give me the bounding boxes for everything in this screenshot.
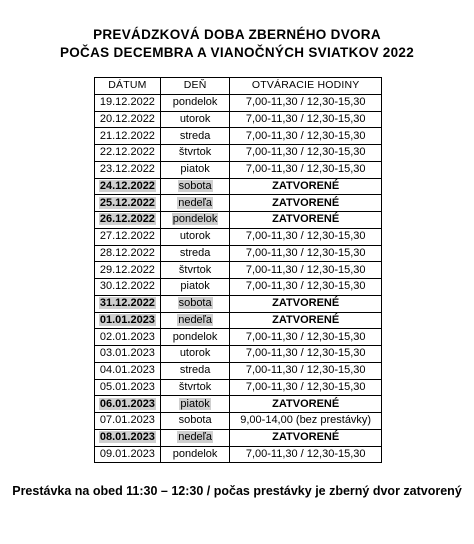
date-cell [95,396,161,413]
table-row-closed [95,178,382,195]
date-text: 20.12.2022 [99,112,155,125]
table-row [95,413,382,430]
day-text: nedeľa [178,313,212,326]
day-cell [160,329,230,346]
title-line-2: POČAS DECEMBRA A VIANOČNÝCH SVIATKOV 2022 [59,45,415,60]
closed-label: ZATVORENÉ [230,195,382,212]
date-text: 05.01.2023 [99,380,155,393]
closed-label: ZATVORENÉ [230,178,382,195]
date-text: 26.12.2022 [99,213,155,226]
date-cell [95,94,161,111]
day-text: sobota [178,179,212,192]
lunch-break-note: Prestávka na obed 11:30 – 12:30 / počas prestávky je zberný dvor zatvorený [12,484,462,498]
date-cell [95,362,161,379]
day-cell [160,161,230,178]
day-text: nedeľa [178,196,212,209]
table-row [95,446,382,463]
schedule-table [94,77,382,463]
date-text: 24.12.2022 [99,179,155,192]
date-cell [95,346,161,363]
opening-hours-cell: 7,00-11,30 / 12,30-15,30 [230,145,382,162]
opening-hours-cell: 7,00-11,30 / 12,30-15,30 [230,228,382,245]
day-cell [160,94,230,111]
day-cell [160,128,230,145]
day-text: štvrtok [178,380,212,393]
opening-hours-cell: 7,00-11,30 / 12,30-15,30 [230,279,382,296]
day-cell [160,111,230,128]
day-text: pondelok [172,447,218,460]
table-row [95,379,382,396]
day-cell [160,362,230,379]
date-cell [95,178,161,195]
table-row-closed [95,429,382,446]
table-row [95,362,382,379]
table-row [95,128,382,145]
opening-hours-cell: 7,00-11,30 / 12,30-15,30 [230,262,382,279]
table-body [95,94,382,463]
opening-hours-cell: 7,00-11,30 / 12,30-15,30 [230,346,382,363]
day-cell [160,195,230,212]
day-text: streda [179,364,211,377]
day-text: štvrtok [178,146,212,159]
date-text: 02.01.2023 [99,330,155,343]
table-row [95,228,382,245]
day-cell [160,446,230,463]
date-cell [95,128,161,145]
date-text: 28.12.2022 [99,246,155,259]
date-text: 08.01.2023 [99,431,155,444]
date-text: 04.01.2023 [99,364,155,377]
table-row [95,262,382,279]
day-text: streda [179,246,211,259]
date-cell [95,228,161,245]
day-cell [160,413,230,430]
date-cell [95,295,161,312]
day-text: sobota [178,414,212,427]
opening-hours-cell: 9,00-14,00 (bez prestávky) [230,413,382,430]
table-row-closed [95,195,382,212]
day-cell [160,178,230,195]
date-text: 06.01.2023 [99,397,155,410]
date-cell [95,312,161,329]
opening-hours-cell: 7,00-11,30 / 12,30-15,30 [230,329,382,346]
column-header-day: DEŇ [160,78,230,95]
table-row [95,279,382,296]
day-text: utorok [179,347,211,360]
day-cell [160,228,230,245]
date-cell [95,161,161,178]
date-text: 03.01.2023 [99,347,155,360]
column-header-date: DÁTUM [95,78,161,95]
day-cell [160,429,230,446]
date-cell [95,111,161,128]
opening-hours-cell: 7,00-11,30 / 12,30-15,30 [230,379,382,396]
date-text: 29.12.2022 [99,263,155,276]
day-text: piatok [180,280,210,293]
opening-hours-cell: 7,00-11,30 / 12,30-15,30 [230,111,382,128]
closed-label: ZATVORENÉ [230,396,382,413]
day-cell [160,245,230,262]
date-text: 01.01.2023 [99,313,155,326]
day-text: utorok [179,230,211,243]
table-header-row [95,78,382,95]
column-header-hours: OTVÁRACIE HODINY [230,78,382,95]
opening-hours-cell: 7,00-11,30 / 12,30-15,30 [230,161,382,178]
day-text: piatok [180,163,210,176]
table-row-closed [95,312,382,329]
table-row-closed [95,396,382,413]
date-text: 09.01.2023 [99,447,155,460]
date-cell [95,379,161,396]
table-row [95,245,382,262]
opening-hours-cell: 7,00-11,30 / 12,30-15,30 [230,245,382,262]
day-text: utorok [179,112,211,125]
table-row-closed [95,295,382,312]
date-cell [95,262,161,279]
day-text: nedeľa [178,431,212,444]
table-row-closed [95,212,382,229]
opening-hours-cell: 7,00-11,30 / 12,30-15,30 [230,446,382,463]
closed-label: ZATVORENÉ [230,212,382,229]
table-row [95,94,382,111]
day-cell [160,295,230,312]
opening-hours-cell: 7,00-11,30 / 12,30-15,30 [230,94,382,111]
date-text: 27.12.2022 [99,230,155,243]
date-text: 25.12.2022 [99,196,155,209]
date-text: 23.12.2022 [99,163,155,176]
date-cell [95,446,161,463]
day-text: sobota [178,297,212,310]
date-cell [95,329,161,346]
day-cell [160,396,230,413]
day-text: piatok [180,397,210,410]
day-cell [160,279,230,296]
date-text: 19.12.2022 [99,96,155,109]
date-cell [95,413,161,430]
date-cell [95,279,161,296]
closed-label: ZATVORENÉ [230,295,382,312]
date-text: 30.12.2022 [99,280,155,293]
date-text: 22.12.2022 [99,146,155,159]
date-cell [95,145,161,162]
day-text: štvrtok [178,263,212,276]
day-cell [160,312,230,329]
day-text: pondelok [172,96,218,109]
table-row [95,329,382,346]
table-row [95,111,382,128]
day-cell [160,346,230,363]
date-text: 21.12.2022 [99,129,155,142]
closed-label: ZATVORENÉ [230,312,382,329]
title-line-1: PREVÁDZKOVÁ DOBA ZBERNÉHO DVORA [93,27,381,42]
day-cell [160,379,230,396]
date-text: 31.12.2022 [99,297,155,310]
day-cell [160,212,230,229]
day-cell [160,145,230,162]
day-cell [160,262,230,279]
date-cell [95,212,161,229]
table-row [95,161,382,178]
opening-hours-cell: 7,00-11,30 / 12,30-15,30 [230,362,382,379]
date-cell [95,245,161,262]
opening-hours-cell: 7,00-11,30 / 12,30-15,30 [230,128,382,145]
table-row [95,346,382,363]
date-cell [95,195,161,212]
table-row [95,145,382,162]
closed-label: ZATVORENÉ [230,429,382,446]
date-text: 07.01.2023 [99,414,155,427]
day-text: pondelok [172,213,218,226]
date-cell [95,429,161,446]
day-text: pondelok [172,330,218,343]
day-text: streda [179,129,211,142]
